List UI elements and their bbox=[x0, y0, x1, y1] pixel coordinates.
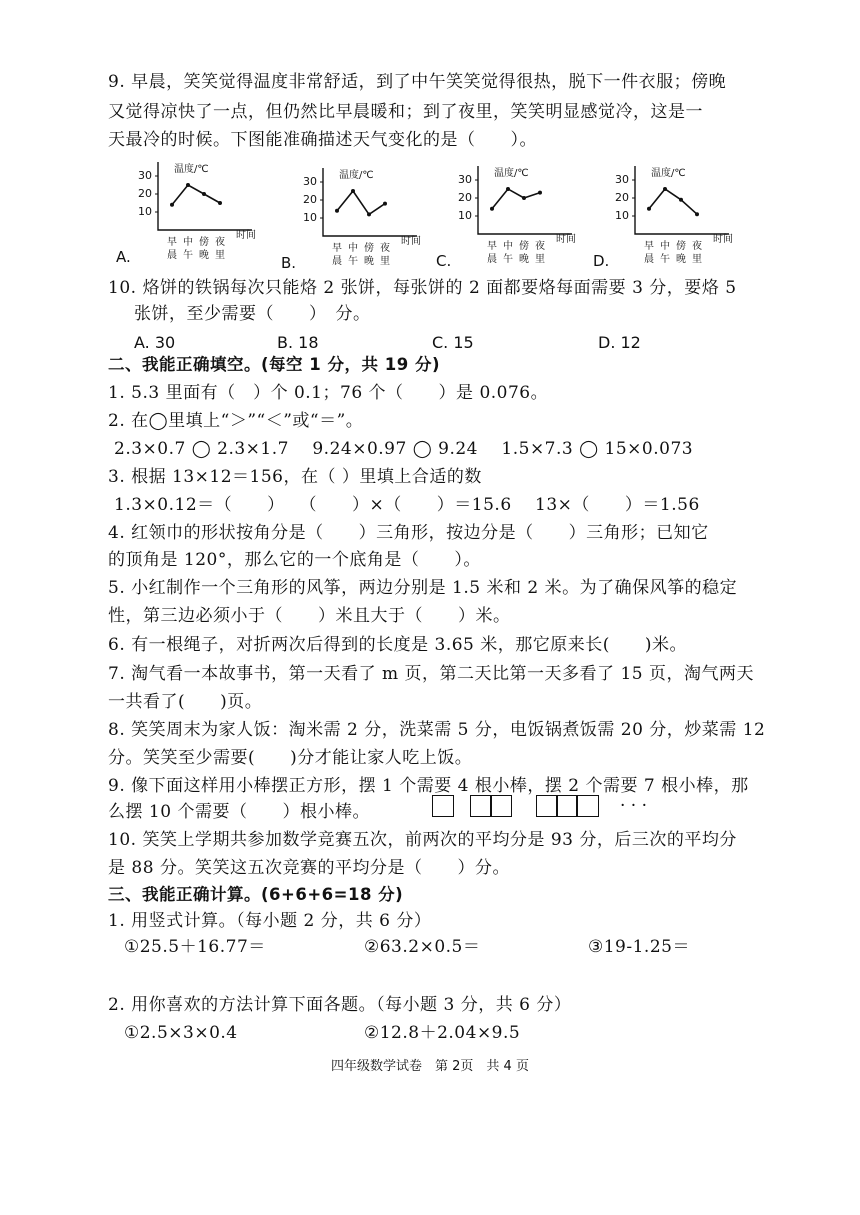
s2-q5-line-2: 性，第三边必须小于（ ）米且大于（ ）米。 bbox=[108, 606, 511, 626]
graph-option-3 bbox=[593, 162, 737, 270]
x-label-top: 傍 bbox=[676, 241, 686, 252]
two-squares-first bbox=[470, 795, 492, 817]
q9-line-1: 9. 早晨，笑笑觉得温度非常舒适，到了中午笑笑觉得很热，脱下一件衣服；傍晚 bbox=[108, 72, 727, 92]
s2-q9-line-2: 么摆 10 个需要（ ）根小棒。 bbox=[108, 802, 370, 822]
x-label-bottom: 午 bbox=[348, 256, 358, 267]
three-squares-first bbox=[536, 795, 558, 817]
y-axis-label: 温度/℃ bbox=[651, 168, 686, 179]
x-label-bottom: 晨 bbox=[487, 254, 497, 265]
s3-q2-item-2: ②12.8＋2.04×9.5 bbox=[364, 1023, 521, 1043]
temperature-point-1 bbox=[186, 183, 190, 187]
option-letter: A. bbox=[116, 248, 131, 266]
x-label-bottom: 里 bbox=[380, 256, 390, 267]
y-tick-label: 30 bbox=[615, 173, 629, 186]
x-axis-label: 时间 bbox=[556, 234, 576, 245]
temperature-point-2 bbox=[367, 212, 371, 216]
s3-q2-title: 2. 用你喜欢的方法计算下面各题。（每小题 3 分，共 6 分） bbox=[108, 995, 572, 1015]
x-axis-label: 时间 bbox=[401, 236, 421, 247]
x-label-top: 中 bbox=[183, 237, 193, 248]
q10-line-1: 10. 烙饼的铁锅每次只能烙 2 张饼，每张饼的 2 面都要烙每面需要 3 分，要烙 5 bbox=[108, 278, 737, 298]
q10-line-2: 张饼，至少需要（ ） 分。 bbox=[134, 304, 371, 324]
temperature-point-1 bbox=[351, 189, 355, 193]
x-label-bottom: 午 bbox=[503, 254, 513, 265]
temperature-point-3 bbox=[218, 201, 222, 205]
q9-line-3: 天最冷的时候。下图能准确描述天气变化的是（ ）。 bbox=[108, 130, 537, 150]
s2-q3-fill-row: 1.3×0.12＝（ ） （ ）×（ ）＝15.6 13×（ ）＝1.56 bbox=[114, 495, 700, 515]
y-tick-label: 10 bbox=[138, 205, 152, 218]
s3-q1-item-3: ③19-1.25＝ bbox=[588, 937, 690, 957]
x-label-top: 傍 bbox=[519, 241, 529, 252]
s3-q1-item-2: ②63.2×0.5＝ bbox=[364, 937, 481, 957]
temperature-point-3 bbox=[695, 212, 699, 216]
graph-option-1 bbox=[281, 164, 425, 272]
q10-option-c: C. 15 bbox=[432, 333, 474, 352]
s2-q3: 3. 根据 13×12＝156，在（ ）里填上合适的数 bbox=[108, 467, 482, 487]
graph-option-0 bbox=[116, 158, 260, 266]
temperature-line bbox=[337, 191, 385, 214]
x-label-top: 夜 bbox=[692, 241, 702, 252]
x-label-bottom: 晨 bbox=[332, 256, 342, 267]
x-axis-label: 时间 bbox=[713, 234, 733, 245]
s2-q9-line-1: 9. 像下面这样用小棒摆正方形，摆 1 个需要 4 根小棒，摆 2 个需要 7 根小棒，那 bbox=[108, 776, 749, 796]
s2-q8-line-1: 8. 笑笑周末为家人饭：淘米需 2 分，洗菜需 5 分，电饭锅煮饭需 20 分，炒菜需 12 bbox=[108, 720, 766, 740]
temperature-point-0 bbox=[490, 207, 494, 211]
x-label-bottom: 里 bbox=[535, 254, 545, 265]
s2-q2: 2. 在◯里填上“＞”“＜”或“＝”。 bbox=[108, 411, 364, 431]
x-label-bottom: 晨 bbox=[167, 250, 177, 261]
q10-option-b: B. 18 bbox=[277, 333, 319, 352]
temperature-point-2 bbox=[679, 198, 683, 202]
x-label-top: 早 bbox=[167, 237, 177, 248]
s3-q1-item-1: ①25.5＋16.77＝ bbox=[124, 937, 266, 957]
y-tick-label: 20 bbox=[303, 193, 317, 206]
y-tick-label: 30 bbox=[303, 175, 317, 188]
x-label-top: 傍 bbox=[199, 237, 209, 248]
temperature-line bbox=[492, 189, 540, 209]
x-label-top: 中 bbox=[348, 243, 358, 254]
temperature-point-0 bbox=[647, 207, 651, 211]
s3-q2-item-1: ①2.5×3×0.4 bbox=[124, 1023, 238, 1043]
s2-q4-line-1: 4. 红领巾的形状按角分是（ ）三角形，按边分是（ ）三角形；已知它 bbox=[108, 523, 709, 543]
option-letter: D. bbox=[593, 252, 610, 270]
temperature-point-1 bbox=[506, 187, 510, 191]
y-tick-label: 20 bbox=[458, 191, 472, 204]
s2-q10-line-1: 10. 笑笑上学期共参加数学竞赛五次，前两次的平均分是 93 分，后三次的平均分 bbox=[108, 830, 737, 850]
three-squares-second bbox=[556, 795, 578, 817]
s2-q7-line-1: 7. 淘气看一本故事书，第一天看了 m 页，第二天比第一天多看了 15 页，淘气两天 bbox=[108, 664, 754, 684]
y-tick-label: 20 bbox=[138, 187, 152, 200]
graph-option-2 bbox=[436, 162, 580, 270]
y-tick-label: 10 bbox=[303, 211, 317, 224]
s2-q7-line-2: 一共看了( )页。 bbox=[108, 692, 263, 712]
y-tick-label: 10 bbox=[458, 209, 472, 222]
x-label-top: 夜 bbox=[215, 237, 225, 248]
q10-option-d: D. 12 bbox=[598, 333, 641, 352]
y-tick-label: 10 bbox=[615, 209, 629, 222]
x-label-top: 早 bbox=[487, 241, 497, 252]
x-label-bottom: 晨 bbox=[644, 254, 654, 265]
temperature-line bbox=[649, 189, 697, 214]
section2-title: 二、我能正确填空。(每空 1 分，共 19 分) bbox=[108, 355, 441, 374]
x-label-bottom: 里 bbox=[215, 250, 225, 261]
temperature-point-1 bbox=[663, 187, 667, 191]
temperature-point-0 bbox=[335, 209, 339, 213]
x-axis-label: 时间 bbox=[236, 230, 256, 241]
temperature-point-3 bbox=[538, 191, 542, 195]
y-tick-label: 30 bbox=[138, 169, 152, 182]
x-label-bottom: 晚 bbox=[519, 254, 529, 265]
y-tick-label: 30 bbox=[458, 173, 472, 186]
option-letter: C. bbox=[436, 252, 452, 270]
s2-q6: 6. 有一根绳子，对折两次后得到的长度是 3.65 米，那它原来长( )米。 bbox=[108, 635, 688, 655]
x-label-bottom: 晚 bbox=[676, 254, 686, 265]
s3-q1-title: 1. 用竖式计算。（每小题 2 分，共 6 分） bbox=[108, 911, 432, 931]
x-label-bottom: 午 bbox=[183, 250, 193, 261]
y-tick-label: 20 bbox=[615, 191, 629, 204]
temperature-point-3 bbox=[383, 202, 387, 206]
s2-q4-line-2: 的顶角是 120°，那么它的一个底角是（ ）。 bbox=[108, 550, 481, 570]
y-axis-label: 温度/℃ bbox=[339, 170, 374, 181]
s2-q8-line-2: 分。笑笑至少需要( )分才能让家人吃上饭。 bbox=[108, 748, 473, 768]
x-label-bottom: 晚 bbox=[364, 256, 374, 267]
y-axis-label: 温度/℃ bbox=[494, 168, 529, 179]
y-axis-label: 温度/℃ bbox=[174, 164, 209, 175]
x-label-bottom: 午 bbox=[660, 254, 670, 265]
x-label-bottom: 里 bbox=[692, 254, 702, 265]
two-squares-second bbox=[490, 795, 512, 817]
x-label-top: 中 bbox=[503, 241, 513, 252]
s2-q5-line-1: 5. 小红制作一个三角形的风筝，两边分别是 1.5 米和 2 米。为了确保风筝的稳定 bbox=[108, 578, 738, 598]
x-label-top: 傍 bbox=[364, 243, 374, 254]
temperature-line bbox=[172, 185, 220, 205]
section3-title: 三、我能正确计算。(6+6+6=18 分) bbox=[108, 885, 404, 904]
x-label-top: 夜 bbox=[535, 241, 545, 252]
x-label-top: 中 bbox=[660, 241, 670, 252]
three-squares-third bbox=[576, 795, 599, 817]
temperature-point-0 bbox=[170, 203, 174, 207]
x-label-top: 早 bbox=[644, 241, 654, 252]
x-label-bottom: 晚 bbox=[199, 250, 209, 261]
option-letter: B. bbox=[281, 254, 297, 272]
s2-q1: 1. 5.3 里面有（ ）个 0.1；76 个（ ）是 0.076。 bbox=[108, 383, 549, 403]
x-label-top: 早 bbox=[332, 243, 342, 254]
x-label-top: 夜 bbox=[380, 243, 390, 254]
one-square bbox=[432, 795, 454, 817]
s2-q10-line-2: 是 88 分。笑笑这五次竞赛的平均分是（ ）分。 bbox=[108, 858, 510, 878]
q10-option-a: A. 30 bbox=[134, 333, 176, 352]
continuation-dots: · · · bbox=[620, 796, 648, 816]
q9-line-2: 又觉得凉快了一点，但仍然比早晨暖和；到了夜里，笑笑明显感觉冷，这是一 bbox=[108, 102, 703, 122]
temperature-point-2 bbox=[522, 196, 526, 200]
page-footer: 四年级数学试卷 第 2页 共 4 页 bbox=[331, 1059, 529, 1074]
temperature-point-2 bbox=[202, 192, 206, 196]
s2-q2-compare-row: 2.3×0.7 ◯ 2.3×1.7 9.24×0.97 ◯ 9.24 1.5×7.3 ◯ 15×0.073 bbox=[114, 439, 694, 459]
